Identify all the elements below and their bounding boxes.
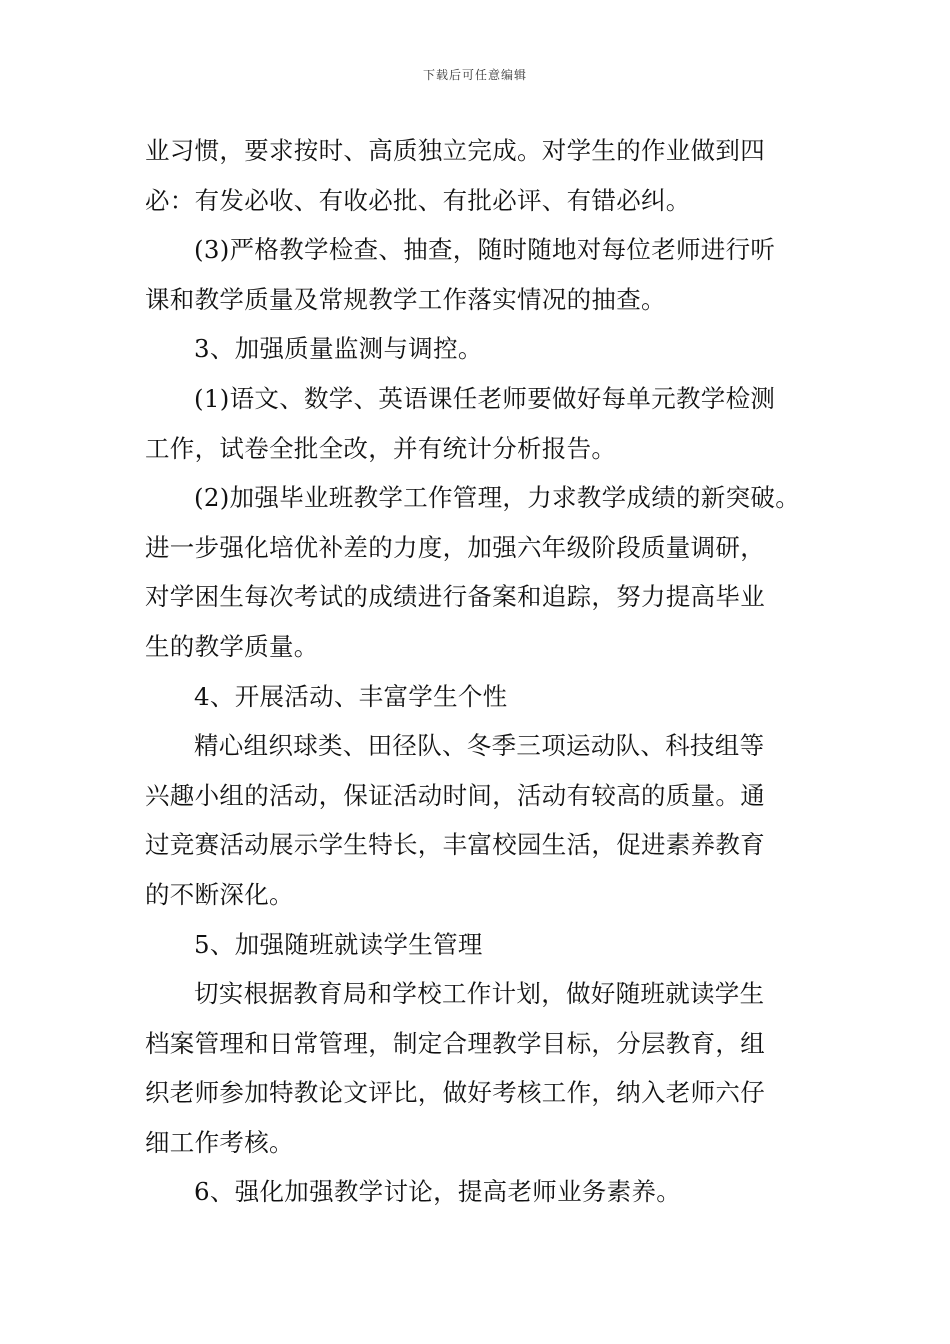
text-line: 档案管理和日常管理，制定合理教学目标，分层教育，组 (145, 1028, 765, 1058)
text-line: 切实根据教育局和学校工作计划，做好随班就读学生 (194, 979, 765, 1009)
text-line: 课和教学质量及常规教学工作落实情况的抽查。 (145, 284, 666, 314)
section-heading: 5、加强随班就读学生管理 (194, 929, 483, 959)
document-body (145, 126, 815, 1217)
text-line: 工作，试卷全批全改，并有统计分析报告。 (145, 433, 617, 463)
text-line: 精心组织球类、田径队、冬季三项运动队、科技组等 (194, 731, 765, 761)
text-line: 进一步强化培优补差的力度，加强六年级阶段质量调研， (145, 532, 765, 562)
text-line: (1)语文、数学、英语课任老师要做好每单元教学检测 (194, 383, 776, 413)
section-heading: 3、加强质量监测与调控。 (194, 334, 483, 364)
text-line: 的不断深化。 (145, 879, 294, 909)
section-heading: 4、开展活动、丰富学生个性 (194, 681, 508, 711)
page-header-note: 下载后可任意编辑 (422, 68, 527, 82)
text-line: 兴趣小组的活动，保证活动时间，活动有较高的质量。通 (145, 780, 765, 810)
text-line: 织老师参加特教论文评比，做好考核工作，纳入老师六仔 (145, 1078, 765, 1108)
text-line: (3)严格教学检查、抽查，随时随地对每位老师进行听 (194, 235, 776, 265)
text-line: 过竞赛活动展示学生特长，丰富校园生活，促进素养教育 (145, 830, 765, 860)
text-line: 必：有发必收、有收必批、有批必评、有错必纠。 (145, 185, 691, 215)
section-heading: 6、强化加强教学讨论，提高老师业务素养。 (194, 1177, 682, 1207)
text-line: 细工作考核。 (145, 1127, 294, 1157)
text-line: (2)加强毕业班教学工作管理，力求教学成绩的新突破。 (194, 483, 801, 513)
text-line: 生的教学质量。 (145, 631, 319, 661)
text-line: 对学困生每次考试的成绩进行备案和追踪，努力提高毕业 (145, 582, 765, 612)
text-line: 业习惯，要求按时、高质独立完成。对学生的作业做到四 (145, 136, 765, 165)
